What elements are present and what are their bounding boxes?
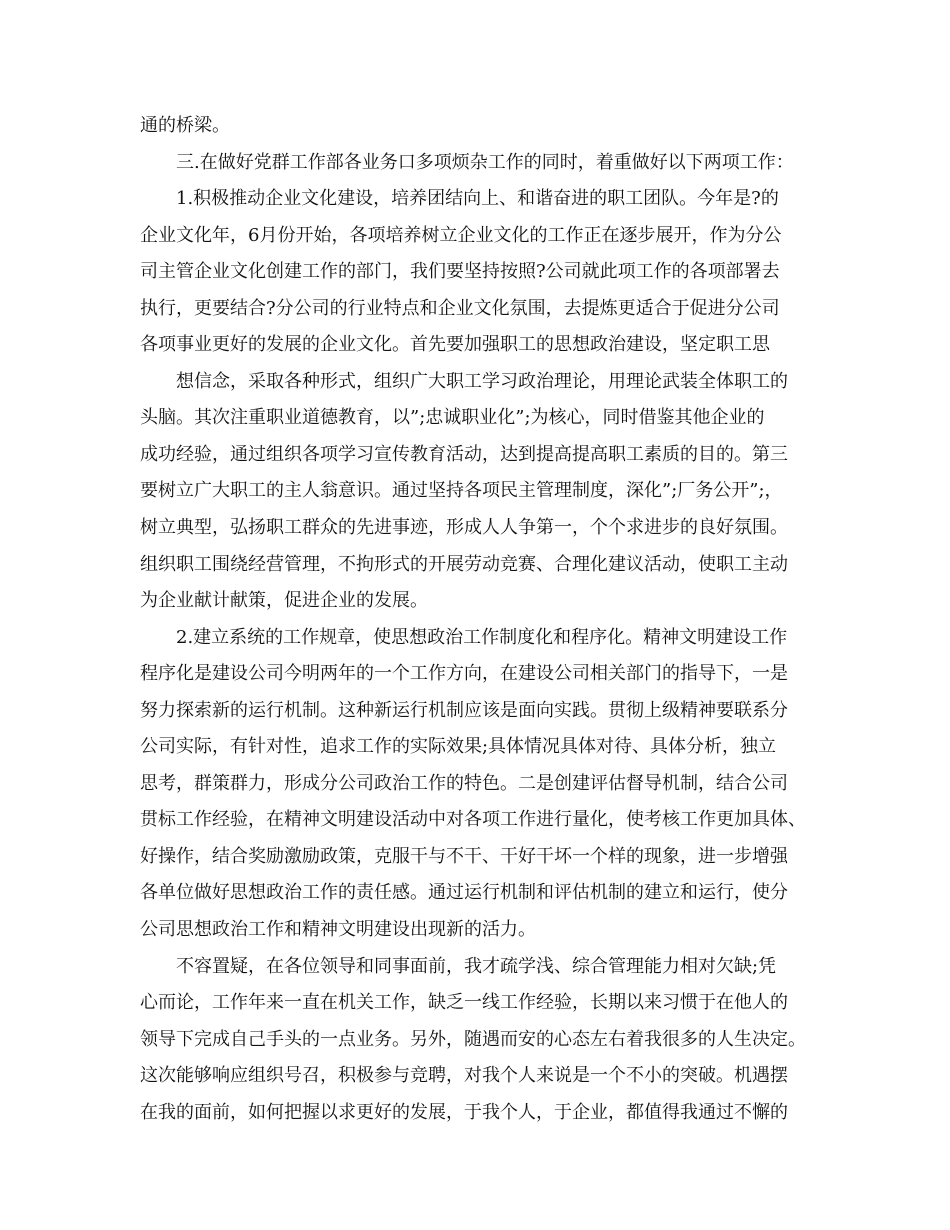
text-line: 通的桥梁。 bbox=[140, 115, 230, 136]
body-text bbox=[140, 108, 830, 1131]
text-line: 公司实际，有针对性，追求工作的实际效果;具体情况具体对待、具体分析，独立 bbox=[140, 736, 777, 758]
text-line: 2.建立系统的工作规章，使思想政治工作制度化和程序化。精神文明建设工作 bbox=[176, 626, 788, 648]
text-line: 1.积极推动企业文化建设，培养团结向上、和谐奋进的职工团队。今年是?的 bbox=[176, 188, 779, 210]
text-line: 企业文化年，6月份开始，各项培养树立企业文化的工作正在逐步展开，作为分公 bbox=[140, 224, 782, 246]
text-line: 心而论，工作年来一直在机关工作，缺乏一线工作经验，长期以来习惯于在他人的 bbox=[140, 992, 788, 1014]
text-line: 三.在做好党群工作部各业务口多项烦杂工作的同时，着重做好以下两项工作： bbox=[176, 151, 794, 173]
text-line: 成功经验，通过组织各项学习宣传教育活动，达到提高提高职工素质的目的。第三 bbox=[140, 443, 788, 465]
text-line: 贯标工作经验，在精神文明建设活动中对各项工作进行量化，使考核工作更加具体、 bbox=[140, 809, 806, 831]
text-line: 程序化是建设公司今明两年的一个工作方向，在建设公司相关部门的指导下，一是 bbox=[140, 663, 788, 685]
text-line: 在我的面前，如何把握以求更好的发展，于我个人，于企业，都值得我通过不懈的 bbox=[140, 1101, 788, 1123]
text-line: 头脑。其次注重职业道德教育，以”;忠诚职业化”;为核心，同时借鉴其他企业的 bbox=[140, 407, 765, 429]
text-line: 各单位做好思想政治工作的责任感。通过运行机制和评估机制的建立和运行，使分 bbox=[140, 882, 788, 904]
text-line: 各项事业更好的发展的企业文化。首先要加强职工的思想政治建设，坚定职工思 bbox=[140, 334, 770, 356]
text-line: 树立典型，弘扬职工群众的先进事迹，形成人人争第一，个个求进步的良好氛围。 bbox=[140, 517, 788, 539]
text-line: 组织职工围绕经营管理，不拘形式的开展劳动竞赛、合理化建议活动，使职工主动 bbox=[140, 553, 788, 575]
text-line: 这次能够响应组织号召，积极参与竞聘，对我个人来说是一个不小的突破。机遇摆 bbox=[140, 1065, 788, 1087]
text-line: 领导下完成自己手头的一点业务。另外，随遇而安的心态左右着我很多的人生决定。 bbox=[140, 1028, 806, 1050]
text-line: 思考，群策群力，形成分公司政治工作的特色。二是创建评估督导机制，结合公司 bbox=[140, 772, 788, 794]
text-line: 要树立广大职工的主人翁意识。通过坚持各项民主管理制度，深化”;厂务公开”;， bbox=[140, 480, 783, 502]
text-line: 公司思想政治工作和精神文明建设出现新的活力。 bbox=[140, 919, 536, 941]
text-line: 为企业献计献策，促进企业的发展。 bbox=[140, 590, 428, 612]
text-line: 不容置疑，在各位领导和同事面前，我才疏学浅、综合管理能力相对欠缺;凭 bbox=[176, 955, 777, 977]
text-line: 好操作，结合奖励激励政策，克服干与不干、干好干坏一个样的现象，进一步增强 bbox=[140, 845, 788, 867]
text-line: 想信念，采取各种形式，组织广大职工学习政治理论，用理论武装全体职工的 bbox=[176, 370, 788, 392]
text-line: 司主管企业文化创建工作的部门，我们要坚持按照?公司就此项工作的各项部署去 bbox=[140, 261, 780, 283]
text-line: 努力探索新的运行机制。这种新运行机制应该是面向实践。贯彻上级精神要联系分 bbox=[140, 699, 788, 721]
text-line: 执行，更要结合?分公司的行业特点和企业文化氛围，去提炼更适合于促进分公司 bbox=[140, 297, 780, 319]
